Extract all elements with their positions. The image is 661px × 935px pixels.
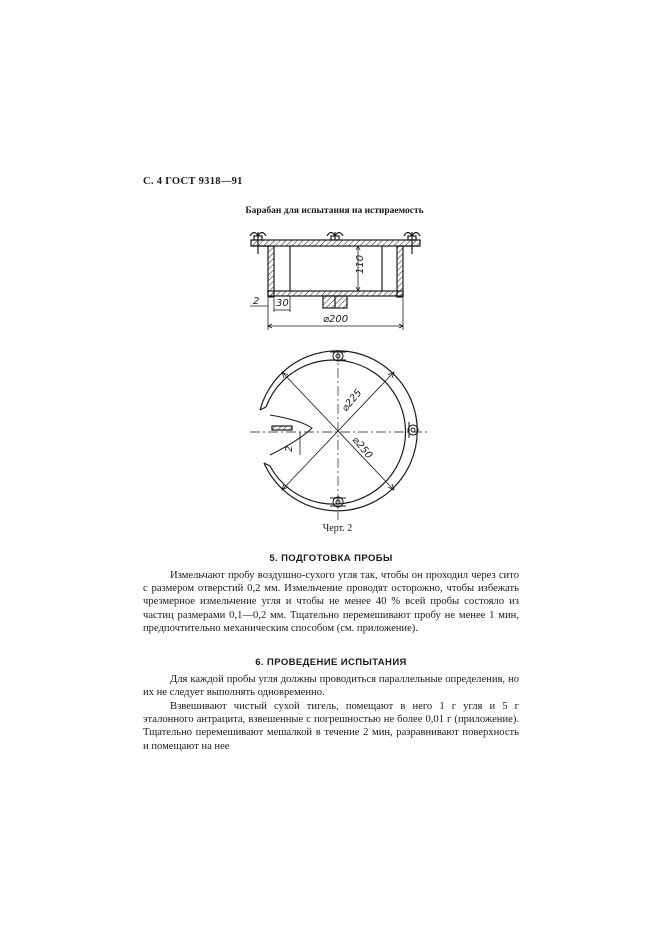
drum-top-view [250,350,430,520]
dim-height: 110 [355,254,366,274]
dim-diameter-200: ⌀200 [323,314,349,325]
dim-blade-2: 2 [284,445,295,452]
section-6-title: 6. ПРОВЕДЕНИЕ ИСПЫТАНИЯ [255,657,407,668]
drum-bottom [268,291,403,296]
dim-offset-2: 2 [253,296,260,307]
dim-diameter-225: ⌀225 [339,387,365,414]
section-6-paragraph-1: Для каждой пробы угля должны проводиться параллельные определения, но их не следует выполнять одновременно. [143,674,519,699]
dim-offset-30: 30 [276,298,289,309]
section-6-paragraph-2: Взвешивают чистый сухой тигель, помещают в него 1 г угля и 5 г эталонного антрацита, взвешенные с погрешностью не более 0,01 г (приложение). Тщательно перемешивают мешалкой в течение 2 мин, разравнивают поверхность и помещают на нее [143,701,519,752]
drum-lid [251,240,420,246]
page-header: С. 4 ГОСТ 9318—91 [143,176,243,187]
dim-diameter-250: ⌀250 [349,434,375,462]
blade [272,426,292,430]
wing-nut-right-view [408,422,418,438]
section-5-title: 5. ПОДГОТОВКА ПРОБЫ [269,553,393,564]
drum-wall-right [397,246,403,297]
wing-nut-center [327,232,343,240]
section-5-paragraph: Измельчают пробу воздушно-сухого угля так, чтобы он проходил через сито с размером отверстий 0,2 мм. Измельчение проводят осторожно, чтобы избежать чрезмерное измельчение угля и чтобы не менее 40 % всей пробы состояло из частиц размерами 0,1—0,2 мм. Тщательно перемешивают пробу не менее 1 мин, предпочтительно механическим способом (см. приложение). [143,570,519,634]
figure-title: Барабан для испытания на истираемость [245,206,424,216]
figure-caption: Черт. 2 [322,523,353,534]
drum-wall-left [268,246,274,297]
